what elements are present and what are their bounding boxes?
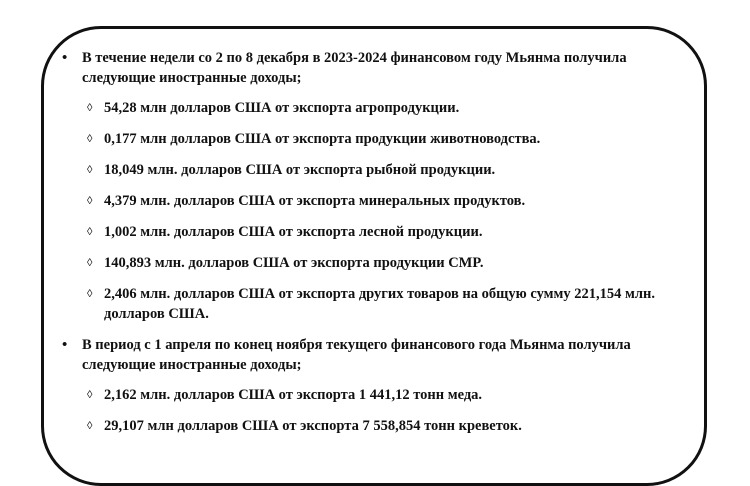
list-item <box>62 284 696 324</box>
main-bullet-weekly <box>62 48 696 88</box>
list-item <box>62 160 696 180</box>
bullet-text: В период с 1 апреля по конец ноября текущего финансового года Мьянма получила следующие иностранные доходы; <box>82 337 631 373</box>
list-item-text: 0,177 млн долларов США от экспорта продукции животноводства. <box>104 131 541 147</box>
diamond-bullet-icon: ◊ <box>87 257 93 269</box>
diamond-bullet-icon: ◊ <box>87 195 93 207</box>
list-item <box>62 416 696 436</box>
bullet-text: В течение недели со 2 по 8 декабря в 2023-2024 финансовом году Мьянма получила следующие иностранные доходы; <box>82 50 627 86</box>
main-bullet-period <box>62 335 696 375</box>
list-item <box>62 129 696 149</box>
diamond-bullet-icon: ◊ <box>87 226 93 238</box>
list-item-text: 29,107 млн долларов США от экспорта 7 558,854 тонн креветок. <box>104 418 522 434</box>
diamond-bullet-icon: ◊ <box>87 102 93 114</box>
diamond-bullet-icon: ◊ <box>87 420 93 432</box>
list-item-text: 2,406 млн. долларов США от экспорта других товаров на общую сумму 221,154 млн. долларов США. <box>104 286 656 322</box>
list-item-text: 54,28 млн долларов США от экспорта агропродукции. <box>104 100 460 116</box>
list-item <box>62 98 696 118</box>
document-body <box>62 48 696 447</box>
list-item-text: 1,002 млн. долларов США от экспорта лесной продукции. <box>104 224 483 240</box>
list-item <box>62 222 696 242</box>
list-item-text: 140,893 млн. долларов США от экспорта продукции CMP. <box>104 255 484 271</box>
list-item-text: 18,049 млн. долларов США от экспорта рыбной продукции. <box>104 162 496 178</box>
diamond-bullet-icon: ◊ <box>87 389 93 401</box>
bullet-dot-icon: • <box>62 337 68 353</box>
list-item-text: 4,379 млн. долларов США от экспорта минеральных продуктов. <box>104 193 526 209</box>
list-item-text: 2,162 млн. долларов США от экспорта 1 441,12 тонн меда. <box>104 387 483 403</box>
diamond-bullet-icon: ◊ <box>87 288 93 300</box>
diamond-bullet-icon: ◊ <box>87 164 93 176</box>
list-item <box>62 191 696 211</box>
bullet-dot-icon: • <box>62 50 68 66</box>
diamond-bullet-icon: ◊ <box>87 133 93 145</box>
list-item <box>62 253 696 273</box>
list-item <box>62 385 696 405</box>
